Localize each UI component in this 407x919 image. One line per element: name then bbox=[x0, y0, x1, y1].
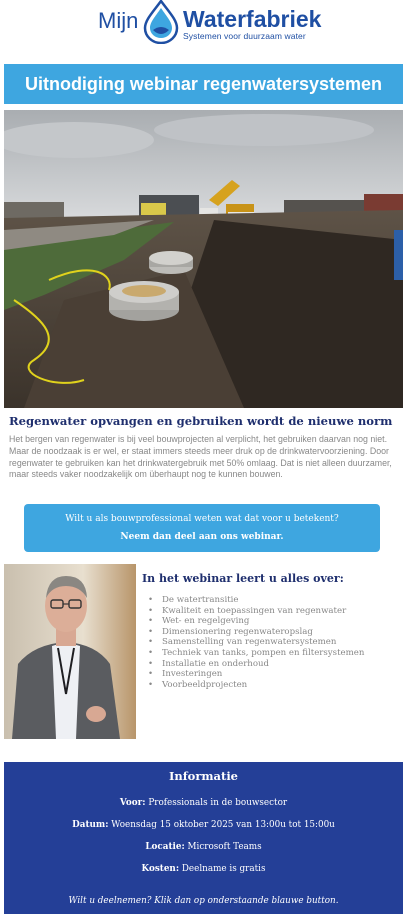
brand-logo[interactable] bbox=[0, 0, 407, 48]
info-row-location bbox=[4, 842, 403, 852]
info-footer: Wilt u deelnemen? Klik dan op onderstaande blauwe button. bbox=[68, 896, 339, 906]
speaker-photo bbox=[4, 564, 136, 739]
article-heading: Regenwater opvangen en gebruiken wordt de nieuwe norm bbox=[9, 414, 393, 428]
water-drop-icon bbox=[141, 0, 181, 44]
list-item: • Voorbeeldprojecten bbox=[148, 680, 364, 691]
logo-name: Waterfabriek bbox=[183, 6, 322, 32]
cta-question: Wilt u als bouwprofessional weten wat dat voor u betekent? bbox=[65, 514, 339, 524]
list-item: • De watertransitie bbox=[148, 595, 364, 606]
info-row-date bbox=[4, 820, 403, 830]
logo-tagline: Systemen voor duurzaam water bbox=[183, 31, 306, 41]
info-panel bbox=[4, 762, 403, 914]
cta-invitation: Neem dan deel aan ons webinar. bbox=[120, 532, 284, 542]
info-title: Informatie bbox=[168, 769, 239, 783]
learn-heading: In het webinar leert u alles over: bbox=[142, 572, 344, 585]
info-value: Microsoft Teams bbox=[184, 842, 262, 852]
logo-prefix: Mijn bbox=[98, 8, 139, 33]
list-item: • Wet- en regelgeving bbox=[148, 616, 364, 627]
list-item: • Kwaliteit en toepassingen van regenwater bbox=[148, 606, 364, 617]
info-label: Kosten: bbox=[141, 864, 180, 874]
list-item: • Dimensionering regenwateropslag bbox=[148, 627, 364, 638]
info-label: Datum: bbox=[72, 820, 109, 830]
list-item: • Installatie en onderhoud bbox=[148, 659, 364, 670]
list-item: • Investeringen bbox=[148, 669, 364, 680]
info-row-audience bbox=[4, 798, 403, 808]
info-value: Woensdag 15 oktober 2025 van 13:00u tot 15:00u bbox=[108, 820, 335, 830]
list-item: • Techniek van tanks, pompen en filtersystemen bbox=[148, 648, 364, 659]
info-value: Professionals in de bouwsector bbox=[145, 798, 288, 808]
list-item: • Samenstelling van regenwatersystemen bbox=[148, 637, 364, 648]
info-label: Voor: bbox=[119, 798, 146, 808]
construction-site-image bbox=[4, 110, 403, 408]
page-title: Uitnodiging webinar regenwatersystemen bbox=[4, 64, 403, 104]
topic-list bbox=[148, 595, 364, 690]
info-value: Deelname is gratis bbox=[179, 864, 266, 874]
hero-photo bbox=[4, 110, 403, 408]
webinar-cta-box[interactable] bbox=[24, 504, 380, 552]
info-label: Locatie: bbox=[145, 842, 185, 852]
speaker-portrait-image bbox=[4, 564, 136, 739]
info-row-cost bbox=[4, 864, 403, 874]
article-body: Het bergen van regenwater is bij veel bouwprojecten al verplicht, het gebruiken daarvan nog niet. Maar de noodzaak is er wel, er staat immers steeds meer druk op de drinkwatervoorziening. Door regenwater te gebruiken kan het drinkwatergebruik met 50% omlaag. Dat is niet alleen duurzamer, maar steeds vaker noodzakelijk om überhaupt nog te kunnen bouwen. bbox=[9, 434, 392, 480]
